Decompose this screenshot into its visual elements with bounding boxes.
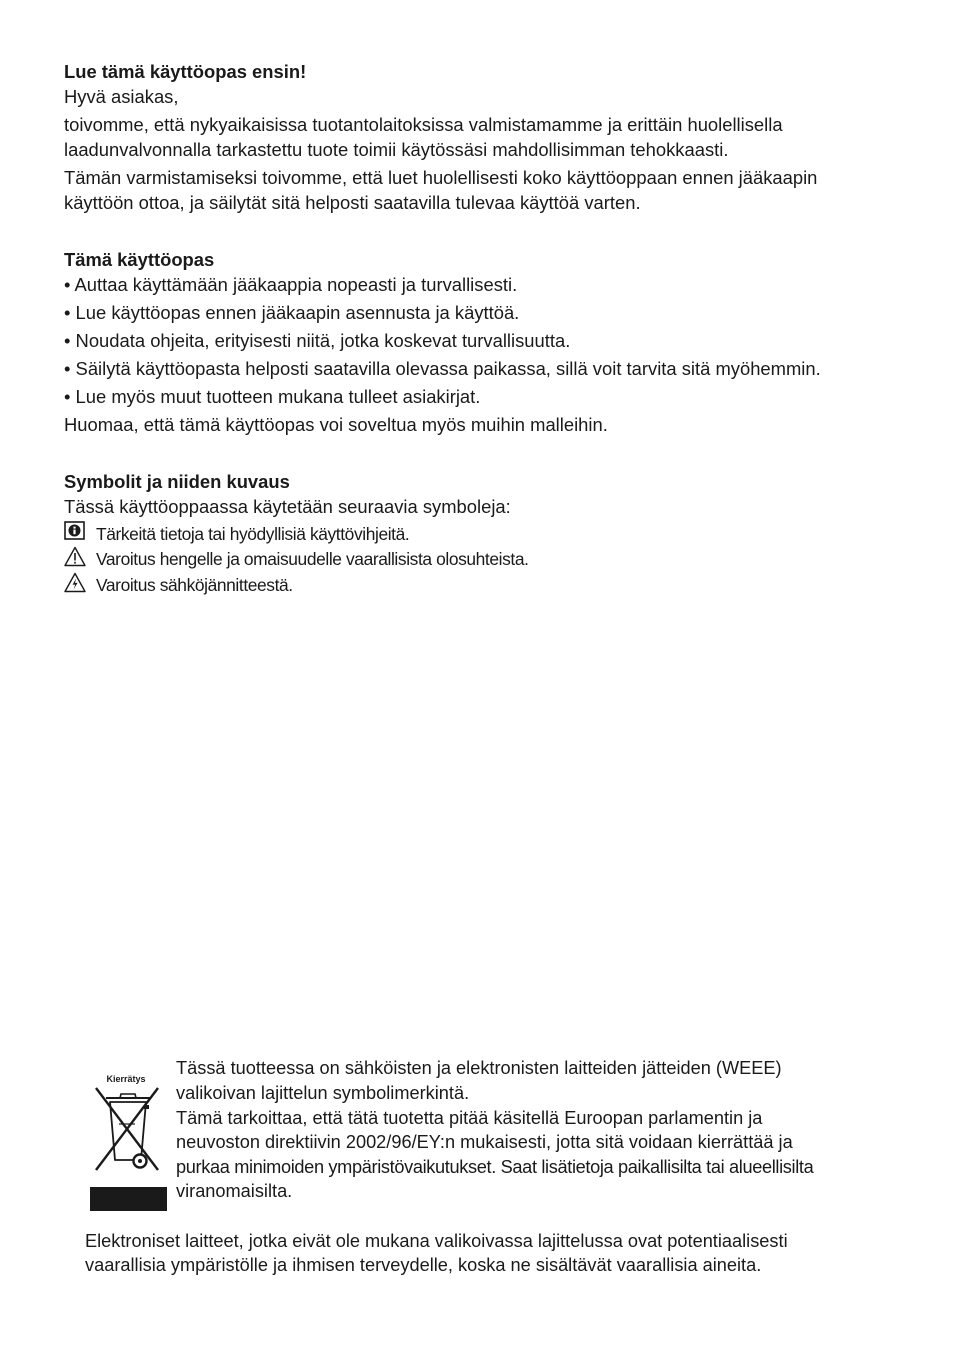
warning-icon — [64, 546, 86, 567]
footer-paragraph-line: vaarallisia ympäristölle ja ihmisen terveydelle, koska ne sisältävät vaarallisia aineita. — [85, 1255, 762, 1275]
guide-heading: Tämä käyttöopas — [64, 249, 215, 270]
symbol-description: Varoitus hengelle ja omaisuudelle vaarallisista olosuhteista. — [96, 549, 529, 569]
symbol-description: Tärkeitä tietoja tai hyödyllisiä käyttövihjeitä. — [96, 524, 410, 544]
greeting: Hyvä asiakas, — [64, 86, 179, 107]
intro-paragraph-line: laadunvalvonnalla tarkastettu tuote toimii käytössäsi mahdollisimman tehokkaasti. — [64, 139, 729, 160]
symbols-heading: Symbolit ja niiden kuvaus — [64, 471, 290, 492]
guide-bullet: • Lue käyttöopas ennen jääkaapin asennusta ja käyttöä. — [64, 302, 520, 323]
weee-text-line: neuvoston direktiivin 2002/96/EY:n mukaisesti, jotta sitä voidaan kierrättää ja — [176, 1132, 793, 1152]
weee-text-line: purkaa minimoiden ympäristövaikutukset. Saat lisätietoja paikallisilta tai alueellisilta — [176, 1157, 814, 1177]
symbol-description: Varoitus sähköjännitteestä. — [96, 575, 293, 595]
intro-paragraph-line: käyttöön ottoa, ja säilytät sitä helposti saatavilla tulevaa käyttöä varten. — [64, 192, 641, 213]
info-icon — [64, 521, 86, 541]
intro-paragraph-line: toivomme, että nykyaikaisissa tuotantolaitoksissa valmistamamme ja erittäin huolellisella — [64, 114, 783, 135]
guide-bullet: • Auttaa käyttämään jääkaappia nopeasti ja turvallisesti. — [64, 274, 518, 295]
weee-text-line: Tässä tuotteessa on sähköisten ja elektronisten laitteiden jätteiden (WEEE) — [176, 1058, 782, 1078]
symbols-intro: Tässä käyttöoppaassa käytetään seuraavia symboleja: — [64, 496, 511, 517]
weee-text-line: viranomaisilta. — [176, 1181, 293, 1201]
intro-paragraph-line: Tämän varmistamiseksi toivomme, että luet huolellisesti koko käyttöoppaan ennen jääkaapin — [64, 167, 818, 188]
guide-bullet: • Säilytä käyttöopasta helposti saatavilla olevassa paikassa, sillä voit tarvita sitä myöhemmin. — [64, 358, 821, 379]
guide-note: Huomaa, että tämä käyttöopas voi soveltua myös muihin malleihin. — [64, 414, 608, 435]
weee-text-line: Tämä tarkoittaa, että tätä tuotetta pitää käsitellä Euroopan parlamentin ja — [176, 1108, 763, 1128]
electric-warning-icon — [64, 572, 86, 593]
footer-paragraph-line: Elektroniset laitteet, jotka eivät ole mukana valikoivassa lajittelussa ovat potentiaalisesti — [85, 1231, 788, 1251]
recycling-label: Kierrätys — [106, 1074, 146, 1084]
guide-bullet: • Lue myös muut tuotteen mukana tulleet asiakirjat. — [64, 386, 481, 407]
crossed-out-bin-icon — [90, 1072, 168, 1212]
guide-bullet: • Noudata ohjeita, erityisesti niitä, jotka koskevat turvallisuutta. — [64, 330, 571, 351]
weee-text-line: valikoivan lajittelun symbolimerkintä. — [176, 1083, 470, 1103]
intro-heading: Lue tämä käyttöopas ensin! — [64, 61, 307, 82]
